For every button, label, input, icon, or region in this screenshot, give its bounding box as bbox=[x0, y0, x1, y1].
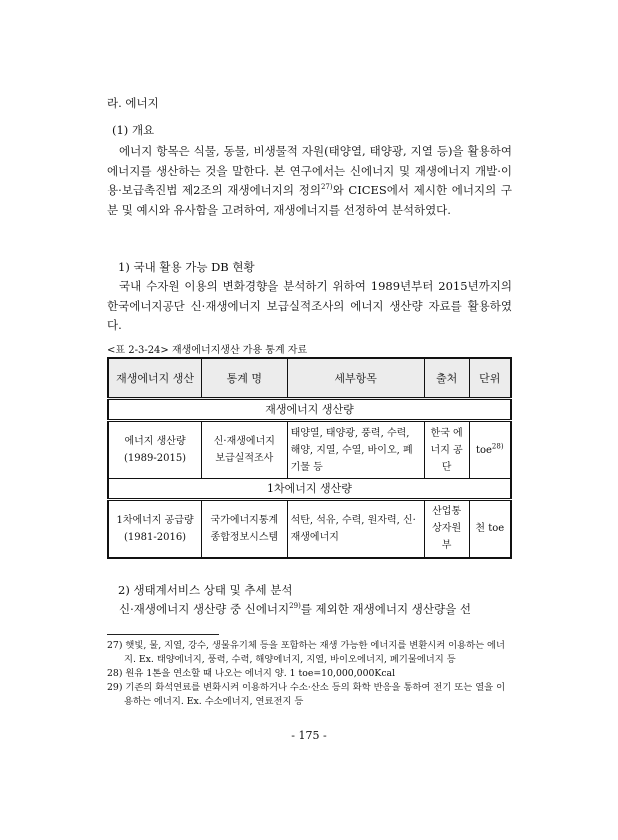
footnote-divider bbox=[107, 634, 219, 635]
section-heading: 라. 에너지 bbox=[107, 96, 159, 110]
subsection-heading: (1) 개요 bbox=[112, 123, 155, 137]
section-row: 1차에너지 생산량 bbox=[108, 479, 511, 500]
unit-cell: 천 toe bbox=[469, 500, 511, 558]
table-caption: <표 2-3-24> 재생에너지생산 가용 통계 자료 bbox=[107, 345, 308, 356]
item-cell bbox=[108, 421, 202, 479]
page-number: - 175 - bbox=[291, 729, 327, 742]
detail-cell: 태양열, 태양광, 풍력, 수력, 해양, 지열, 수열, 바이오, 폐기물 등 bbox=[287, 421, 424, 479]
subsection-heading: 2) 생태계서비스 상태 및 추세 분석 bbox=[118, 583, 293, 597]
source-cell: 산업통 상자원 부 bbox=[424, 500, 469, 558]
footnote: 29) 기존의 화석연료를 변화시켜 이용하거나 수소·산소 등의 화학 반응을 통하여 전기 또는 열을 이용하는 에너지. Ex. 수소에너지, 연료전지 등 bbox=[107, 682, 506, 707]
stat-cell bbox=[202, 500, 288, 558]
stat-name: 종합정보시스템 bbox=[210, 531, 279, 543]
table-row bbox=[108, 421, 511, 479]
subsection-heading: 1) 국내 활용 가능 DB 현황 bbox=[118, 260, 255, 274]
section-row: 재생에너지 생산량 bbox=[108, 399, 511, 421]
item-cell bbox=[108, 500, 202, 558]
header-cell: 재생에너지 생산 bbox=[108, 358, 202, 399]
item-name: 1차에너지 공급량 bbox=[116, 514, 194, 526]
trend-paragraph bbox=[107, 600, 512, 620]
overview-paragraph bbox=[107, 142, 512, 220]
item-period: (1981-2016) bbox=[124, 531, 187, 543]
header-cell: 통계 명 bbox=[202, 358, 288, 399]
footnote: 27) 햇빛, 물, 지열, 강수, 생물유기체 등을 포함하는 재생 가능한 에너지를 변환시켜 이용하는 에너지. Ex. 태양에너지, 풍력, 수력, 해양에너지, 지열, 바이오에너지, 폐기물에너지 등 bbox=[107, 640, 505, 665]
header-cell: 단위 bbox=[469, 358, 511, 399]
text: 신·재생에너지 생산량 중 신에너지 bbox=[119, 602, 290, 616]
footnote-ref: 28) bbox=[491, 442, 504, 451]
table-header-row bbox=[108, 358, 511, 399]
db-paragraph: 국내 수자원 이용의 변화경향을 분석하기 위하여 1989년부터 2015년까지의 한국에너지공단 신·재생에너지 보급실적조사의 에너지 생산량 자료를 활용하였다. bbox=[107, 279, 512, 333]
stat-name: 국가에너지통계 bbox=[210, 514, 279, 526]
item-name: 에너지 생산량 bbox=[124, 436, 186, 447]
text: 를 제외한 재생에너지 생산량을 선 bbox=[300, 602, 471, 616]
statistics-table bbox=[107, 357, 512, 559]
stat-cell bbox=[202, 421, 288, 479]
stat-name: 신·재생에너지 bbox=[213, 436, 275, 447]
text: 에너지 항목은 식물, 동물, 비생물적 자원(태양열, 태양광, 지열 등)을 활용하여 에너지를 생산하는 것을 말한다. 본 연구에서는 신에너지 및 재생에너지 개발·이용·보급촉진법 제2조의 재생에너지의 정의 bbox=[107, 144, 512, 198]
footnote: 28) 원유 1톤을 연소할 때 나오는 에너지 양. 1 toe=10,000,000Kcal bbox=[107, 668, 396, 679]
item-period: (1989-2015) bbox=[124, 453, 187, 464]
footnotes bbox=[107, 639, 512, 709]
source-cell: 한국 에너지 공단 bbox=[424, 421, 469, 479]
unit: toe bbox=[475, 444, 492, 456]
footnote-ref: 27) bbox=[320, 183, 333, 192]
header-cell: 세부항목 bbox=[287, 358, 424, 399]
stat-name: 보급실적조사 bbox=[215, 453, 274, 464]
detail-cell: 석탄, 석유, 수력, 원자력, 신·재생에너지 bbox=[287, 500, 424, 558]
footnote-ref: 29) bbox=[289, 602, 301, 611]
unit-cell bbox=[469, 421, 511, 479]
table-row bbox=[108, 500, 511, 558]
header-cell: 출처 bbox=[424, 358, 469, 399]
text: 와 CICES에서 제시한 에너지의 구분 및 예시와 유사함을 고려하여, 재생에너지를 선정하여 분석하였다. bbox=[107, 183, 512, 217]
